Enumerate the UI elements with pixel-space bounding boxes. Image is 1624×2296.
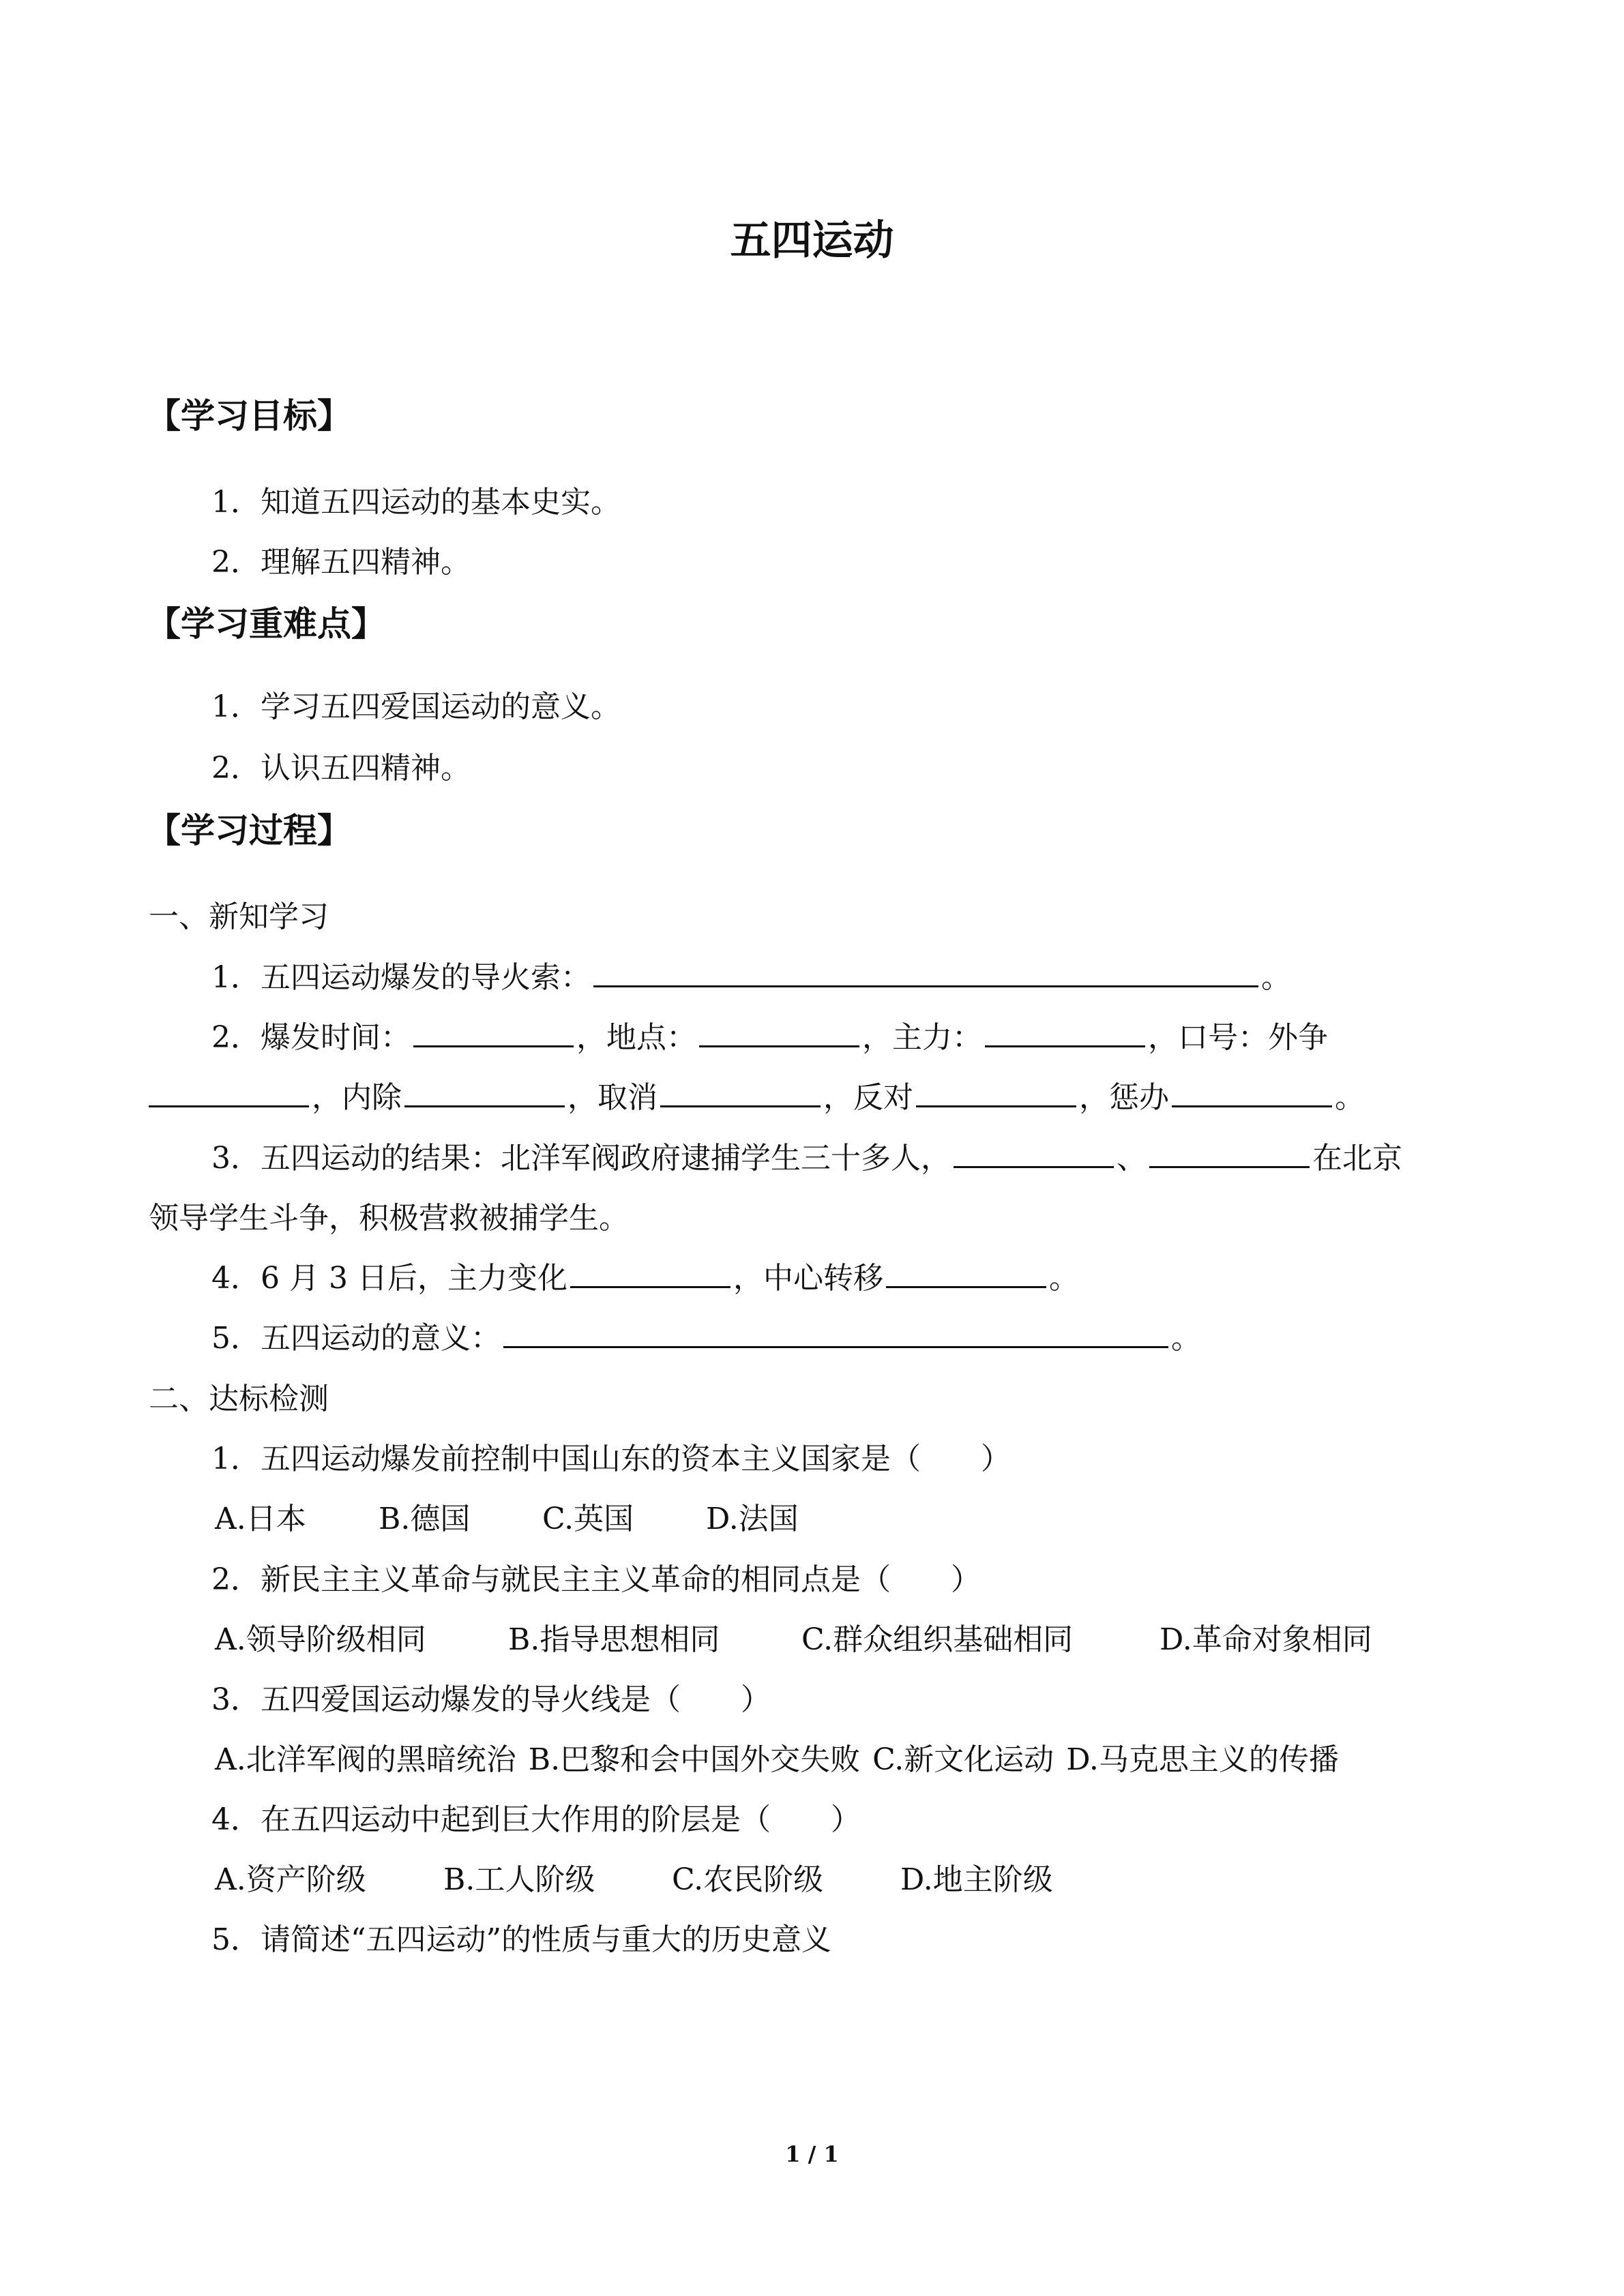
goal-item-1: 1．知道五四运动的基本史实。 [211,485,621,520]
option-3d[interactable]: D.马克思主义的传播 [1066,1742,1339,1777]
option-4b[interactable]: B.工人阶级 [443,1862,595,1897]
q2-slogan-label-5: ，惩办 [1079,1080,1169,1115]
q4-text-2: ，中心转移 [733,1261,883,1296]
q4-text: 4．6 月 3 日后，主力变化 [211,1261,567,1296]
q2-slogan-blank-4[interactable] [916,1078,1076,1107]
option-3b[interactable]: B.巴黎和会中国外交失败 [528,1742,861,1777]
keypoint-item-2: 2．认识五四精神。 [211,751,471,786]
q3-text: 3．五四运动的结果：北洋军阀政府逮捕学生三十多人， [211,1141,951,1176]
part1-q2-line2 [149,1073,1365,1116]
option-1d[interactable]: D.法国 [706,1502,799,1536]
option-4a[interactable]: A.资产阶级 [215,1862,366,1897]
mc-question-2: 2．新民主主义革命与就民主主义革命的相同点是（ ） [211,1562,981,1597]
q2-slogan-label-4: ，反对 [823,1080,913,1115]
mc-options-1 [215,1494,799,1538]
heading-keypoints: 【学习重难点】 [147,604,385,644]
mc-options-4 [215,1855,1053,1898]
q2-main-force-label: ，主力： [862,1020,982,1055]
option-1c[interactable]: C.英国 [542,1502,634,1536]
q2-place-blank[interactable] [699,1018,859,1047]
q1-answer-blank[interactable] [593,958,1258,987]
goal-item-2: 2．理解五四精神。 [211,545,471,580]
q2-slogan-label-2: ，内除 [312,1080,402,1115]
option-1b[interactable]: B.德国 [379,1502,471,1536]
part2-heading: 二、达标检测 [149,1382,329,1416]
q2-slogan-blank-2[interactable] [404,1078,565,1107]
q2-end: 。 [1335,1080,1365,1115]
q1-text: 1．五四运动爆发的导火索： [211,960,591,995]
heading-process: 【学习过程】 [147,811,351,850]
option-4c[interactable]: C.农民阶级 [672,1862,824,1897]
page-number: 1 / 1 [785,2141,839,2167]
q3-text-2: 在北京 [1312,1141,1402,1176]
short-answer-question-5: 5．请简述“五四运动”的性质与重大的历史意义 [211,1922,831,1957]
option-2d[interactable]: D.革命对象相同 [1160,1622,1372,1657]
q3-blank-1[interactable] [954,1139,1114,1168]
q4-end: 。 [1048,1261,1079,1296]
q2-slogan-blank-1[interactable] [149,1078,309,1107]
mc-question-1: 1．五四运动爆发前控制中国山东的资本主义国家是（ ） [211,1442,1011,1476]
q2-slogan-blank-3[interactable] [660,1078,821,1107]
q1-end: 。 [1261,960,1291,995]
option-3c[interactable]: C.新文化运动 [872,1742,1054,1777]
q5-text: 5．五四运动的意义： [211,1321,501,1356]
option-1a[interactable]: A.日本 [215,1502,306,1536]
mc-options-2 [215,1615,1372,1658]
q3-blank-2[interactable] [1149,1139,1310,1168]
q5-end: 。 [1171,1321,1201,1356]
q2-time-label: 2．爆发时间： [211,1020,411,1055]
q4-blank-1[interactable] [570,1259,730,1288]
part1-q3-line2: 领导学生斗争，积极营救被捕学生。 [149,1201,629,1236]
option-2b[interactable]: B.指导思想相同 [508,1622,720,1657]
q2-place-label: ，地点： [576,1020,696,1055]
heading-goals: 【学习目标】 [147,396,351,436]
part1-q4 [211,1253,1079,1297]
q5-answer-blank[interactable] [503,1319,1168,1348]
part1-q5 [211,1313,1201,1357]
mc-options-3 [215,1735,1339,1778]
q2-time-blank[interactable] [413,1018,574,1047]
part1-heading: 一、新知学习 [149,899,329,934]
part1-q1 [211,953,1291,996]
q2-slogan-label: ，口号：外争 [1148,1020,1328,1055]
q2-slogan-blank-5[interactable] [1172,1078,1332,1107]
q3-sep: 、 [1117,1141,1147,1176]
q2-slogan-label-3: ，取消 [567,1080,658,1115]
part1-q2-line1 [211,1013,1328,1056]
option-2a[interactable]: A.领导阶级相同 [215,1622,426,1657]
q4-blank-2[interactable] [886,1259,1046,1288]
q2-main-force-blank[interactable] [985,1018,1145,1047]
mc-question-3: 3．五四爱国运动爆发的导火线是（ ） [211,1682,771,1717]
keypoint-item-1: 1．学习五四爱国运动的意义。 [211,689,621,724]
option-3a[interactable]: A.北洋军阀的黑暗统治 [215,1742,516,1777]
part1-q3-line1 [211,1133,1402,1177]
mc-question-4: 4．在五四运动中起到巨大作用的阶层是（ ） [211,1802,861,1837]
option-2c[interactable]: C.群众组织基础相同 [801,1622,1074,1657]
option-4d[interactable]: D.地主阶级 [900,1862,1053,1897]
page-title: 五四运动 [730,217,894,265]
